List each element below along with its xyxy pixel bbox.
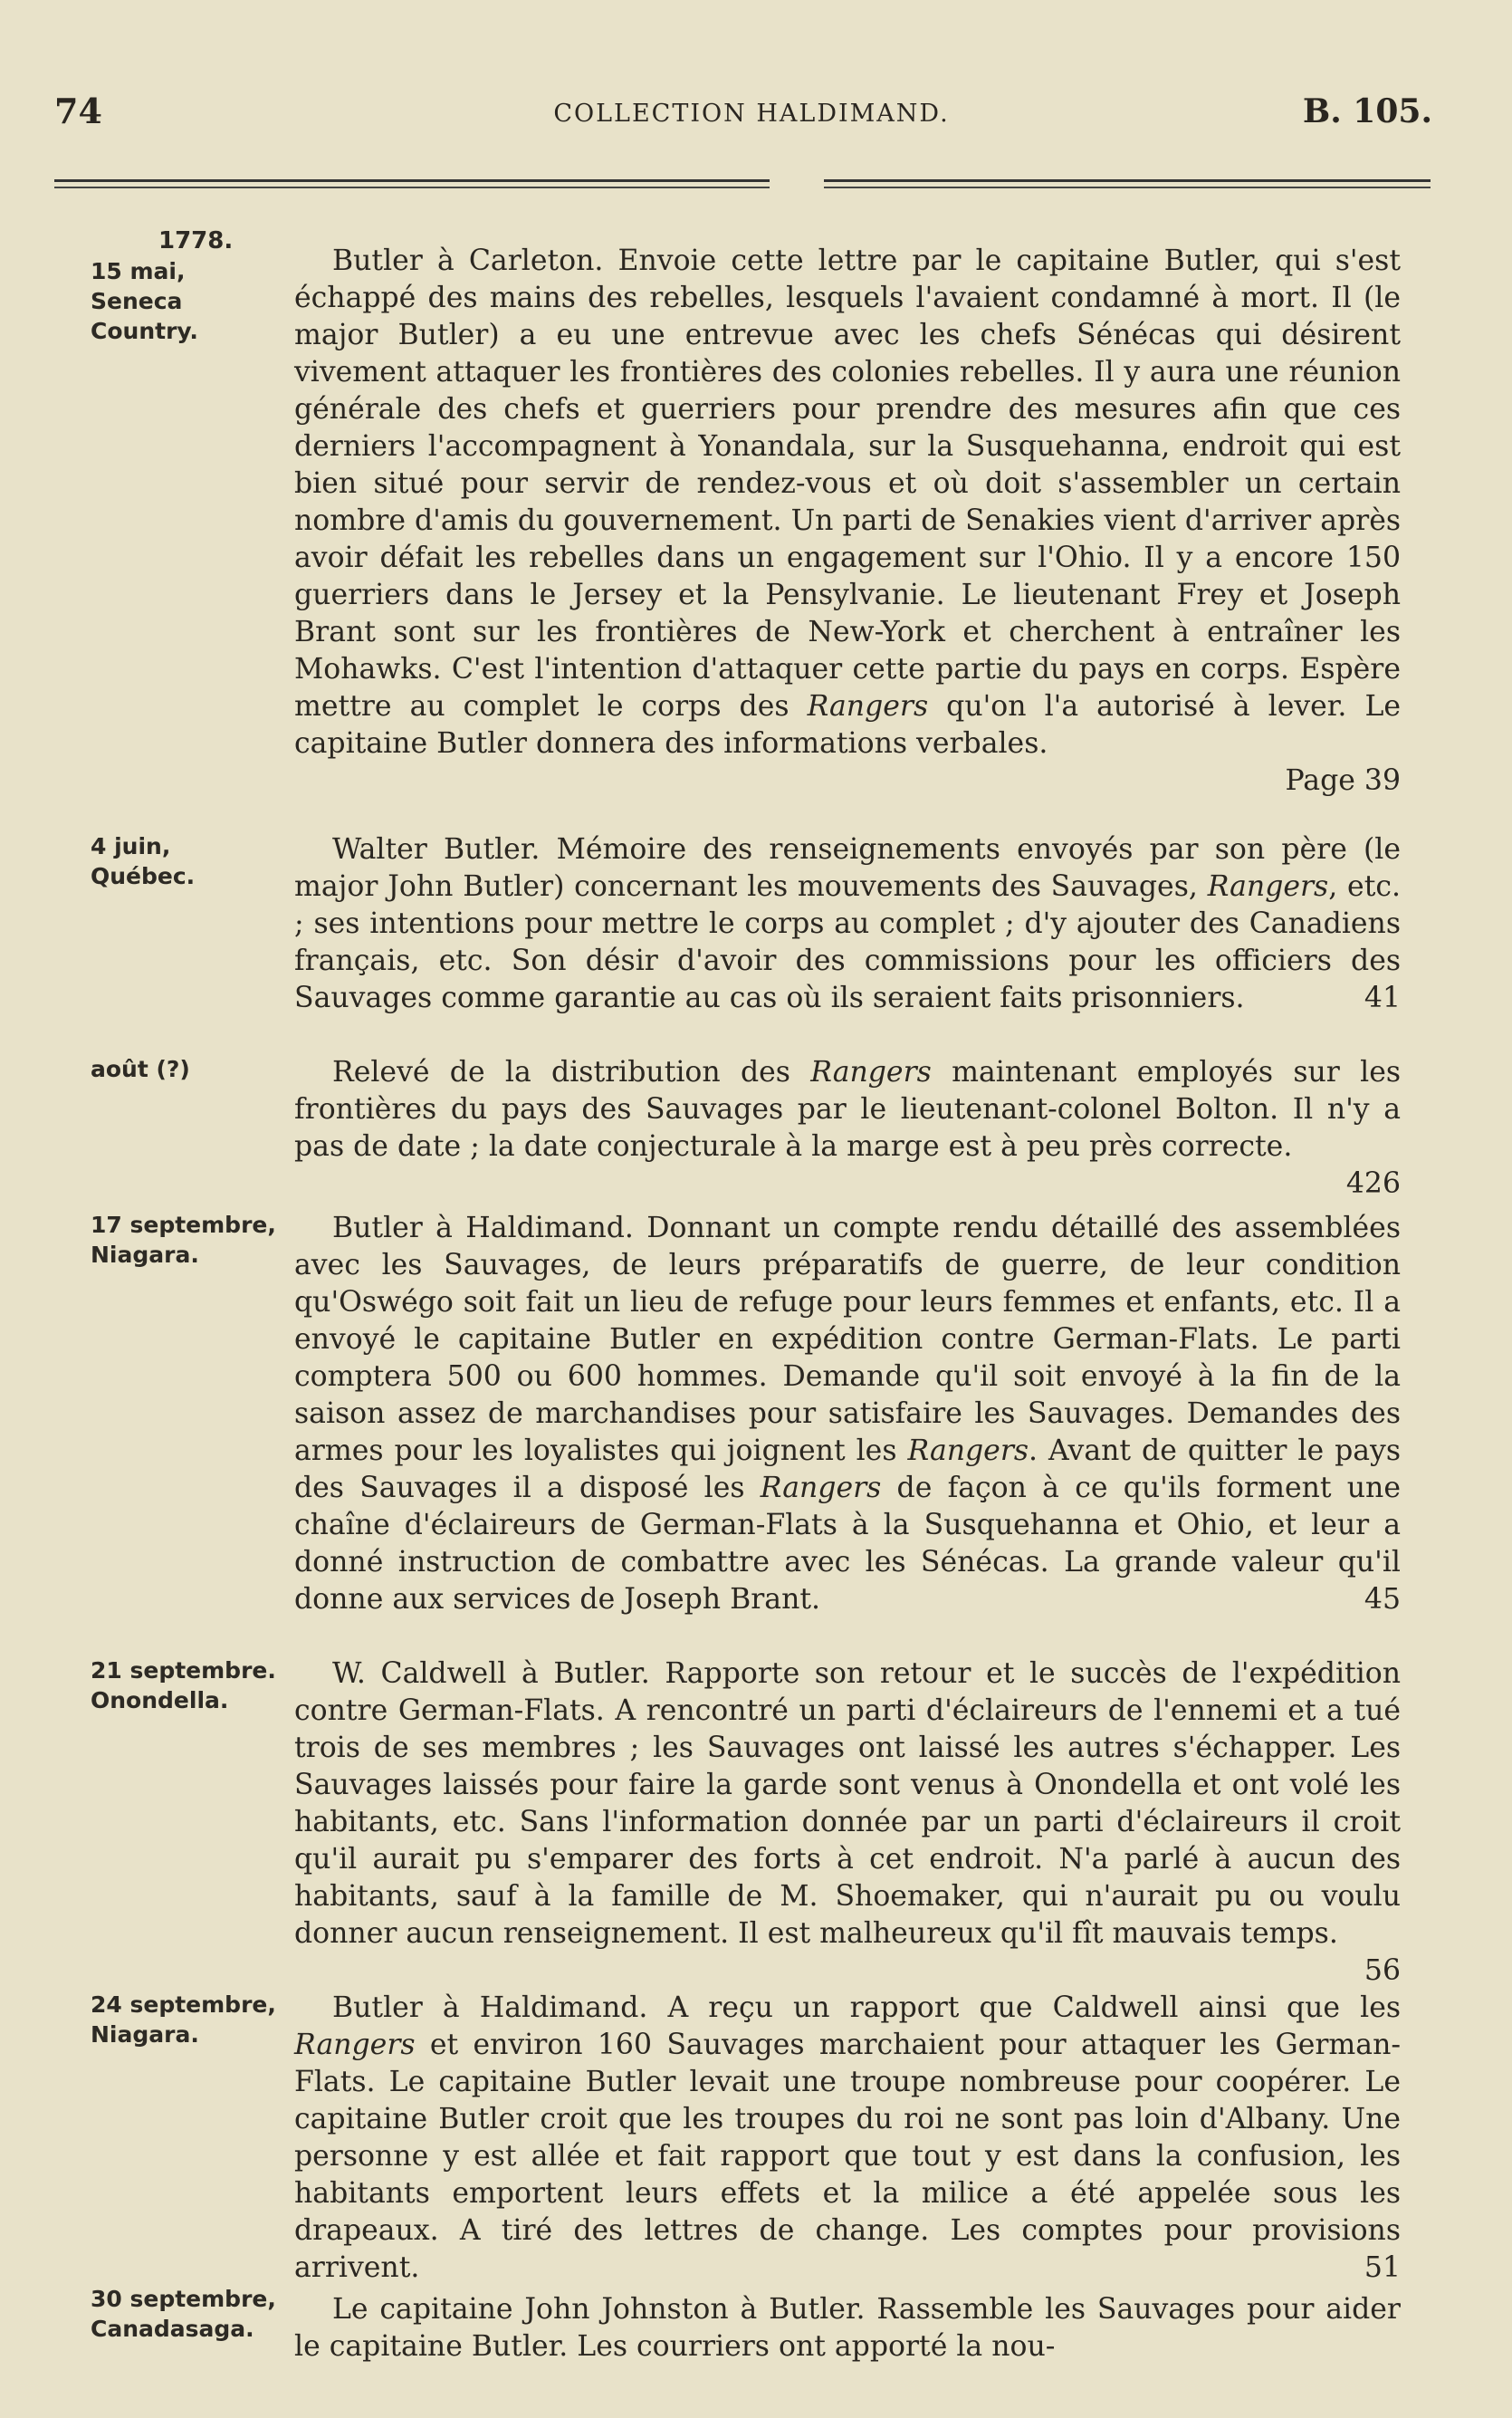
- page-reference: 41: [1364, 982, 1401, 1014]
- page-reference: 426: [1345, 1167, 1401, 1200]
- entry-body: [294, 1655, 1401, 1990]
- entry-text: Butler à Carleton. Envoie cette lettre par le capitaine Butler, qui s'est échappé des mains des rebelles, lesquels l'avaient condamné à mort. Il (le major Butler) a eu une entrevue avec les chefs Sénécas qui désirent vivement attaquer les frontières des colonies rebelles. Il y aura une réunion générale des chefs et guerriers pour prendre des mesures afin que ces derniers l'accompagnent à Yonandala, sur la Susquehanna, endroit qui est bien situé pour servir de rendez-vous et où doit s'assembler un certain nombre d'amis du gouvernement. Un parti de Senakies vient d'arriver après avoir défait les rebelles dans un engagement sur l'Ohio. Il y a encore 150 guerriers dans le Jersey et la Pensylvanie. Le lieutenant Frey et Joseph Brant sont sur les frontières de New-York et cherchent à entraîner les Mohawks. C'est l'intention d'attaquer cette partie du pays en corps. Espère mettre au complet le corps des Rangers qu'on l'a autorisé à lever. Le capitaine Butler donnera des informations verbales.: [294, 245, 1402, 760]
- entry-date: [91, 2284, 290, 2344]
- entry-text: Butler à Haldimand. A reçu un rapport que Caldwell ainsi que les Rangers et environ 160 Sauvages marchaient pour attaquer les German-Flats. Le capitaine Butler levait une troupe nombreuse pour coopérer. Le capitaine Butler croit que les troupes du roi ne sont pas loin d'Albany. Une personne y est allée et fait rapport que tout y est dans la confusion, les habitants emportent leurs effets et la milice a été appelée sous les drapeaux. A tiré des lettres de change. Les comptes pour provisions arrivent. 51: [294, 1990, 1401, 2287]
- volume-reference: B. 105.: [1302, 92, 1432, 130]
- entry-date-line: 24 septembre,: [91, 1991, 276, 2018]
- page-reference: Page 39: [1285, 764, 1401, 797]
- entry-text: Walter Butler. Mémoire des renseignements envoyés par son père (le major John Butler) concernant les mouvements des Sauvages, Rangers, etc. ; ses intentions pour mettre le corps au complet ; d'y ajouter des Canadiens français, etc. Son désir d'avoir des commissions pour les officiers des Sauvages comme garantie au cas où ils seraient faits prisonniers. 41: [294, 831, 1401, 1017]
- entry-body: [294, 831, 1401, 1017]
- entry-body: [294, 1210, 1401, 1618]
- entry-date: [91, 1655, 290, 1715]
- entry-date: [91, 831, 290, 891]
- entry-body: [294, 2291, 1401, 2365]
- entry-body: [294, 243, 1401, 800]
- entry-place-line: Country.: [91, 318, 198, 344]
- entry-date-line: 30 septembre,: [91, 2286, 276, 2312]
- entry-text: Relevé de la distribution des Rangers maintenant employés sur les frontières du pays des Sauvages par le lieutenant-colonel Bolton. Il n'y a pas de date ; la date conjecturale à la marge est à peu près correcte. 426: [294, 1054, 1401, 1166]
- entry-body: [294, 1990, 1401, 2287]
- entry-date: [91, 1054, 290, 1084]
- entry-date: [91, 226, 290, 346]
- entry-date-line: 17 septembre,: [91, 1212, 276, 1238]
- entry-place-line: Québec.: [91, 863, 196, 889]
- page-reference: 56: [1364, 1954, 1401, 1987]
- header-rule: [54, 179, 1431, 192]
- entry-date: [91, 1990, 290, 2049]
- entry-place-line: Niagara.: [91, 2021, 199, 2048]
- page-number: 74: [54, 91, 102, 131]
- entry-place-line: Seneca: [91, 288, 183, 314]
- entry-date-line: 15 mai,: [91, 258, 186, 284]
- page-reference: 51: [1364, 2251, 1401, 2284]
- entry-date: [91, 1210, 290, 1270]
- page-header: [54, 91, 1449, 145]
- entry-text: W. Caldwell à Butler. Rapporte son retour et le succès de l'expédition contre German-Flats. A rencontré un parti d'éclaireurs de l'ennemi et a tué trois de ses membres ; les Sauvages ont laissé les autres s'échapper. Les Sauvages laissés pour faire la garde sont venus à Onondella et ont volé les habitants, etc. Sans l'information donnée par un parti d'éclaireurs il croit qu'il aurait pu s'emparer des forts à cet endroit. N'a parlé à aucun des habitants, sauf à la famille de M. Shoemaker, qui n'aurait pu ou voulu donner aucun renseignement. Il est malheureux qu'il fît mauvais temps. 56: [294, 1655, 1401, 1953]
- entry-body: [294, 1054, 1401, 1203]
- entry-place-line: Onondella.: [91, 1687, 229, 1713]
- entry-date-line: 21 septembre.: [91, 1657, 276, 1684]
- entry-place-line: Canadasaga.: [91, 2316, 254, 2342]
- entry-year: 1778.: [158, 227, 234, 254]
- entry-text: Butler à Haldimand. Donnant un compte rendu détaillé des assemblées avec les Sauvages, de leurs préparatifs de guerre, de leur condition qu'Oswégo soit fait un lieu de refuge pour leurs femmes et enfants, etc. Il a envoyé le capitaine Butler en expédition contre German-Flats. Le parti comptera 500 ou 600 hommes. Demande qu'il soit envoyé à la fin de la saison assez de marchandises pour satisfaire les Sauvages. Demandes des armes pour les loyalistes qui joignent les Rangers. Avant de quitter le pays des Sauvages il a disposé les Rangers de façon à ce qu'ils forment une chaîne d'éclaireurs de German-Flats à la Susquehanna et Ohio, et leur a donné instruction de combattre avec les Sénécas. La grande valeur qu'il donne aux services de Joseph Brant. 45: [294, 1210, 1401, 1618]
- page-reference: 45: [1364, 1583, 1401, 1616]
- entry-date-line: 4 juin,: [91, 833, 171, 859]
- running-title: COLLECTION HALDIMAND.: [553, 100, 950, 128]
- entry-date-line: août (?): [91, 1056, 190, 1082]
- entry-text: Le capitaine John Johnston à Butler. Rassemble les Sauvages pour aider le capitaine Butler. Les courriers ont apporté la nou-: [294, 2293, 1401, 2363]
- entry-place-line: Niagara.: [91, 1242, 199, 1268]
